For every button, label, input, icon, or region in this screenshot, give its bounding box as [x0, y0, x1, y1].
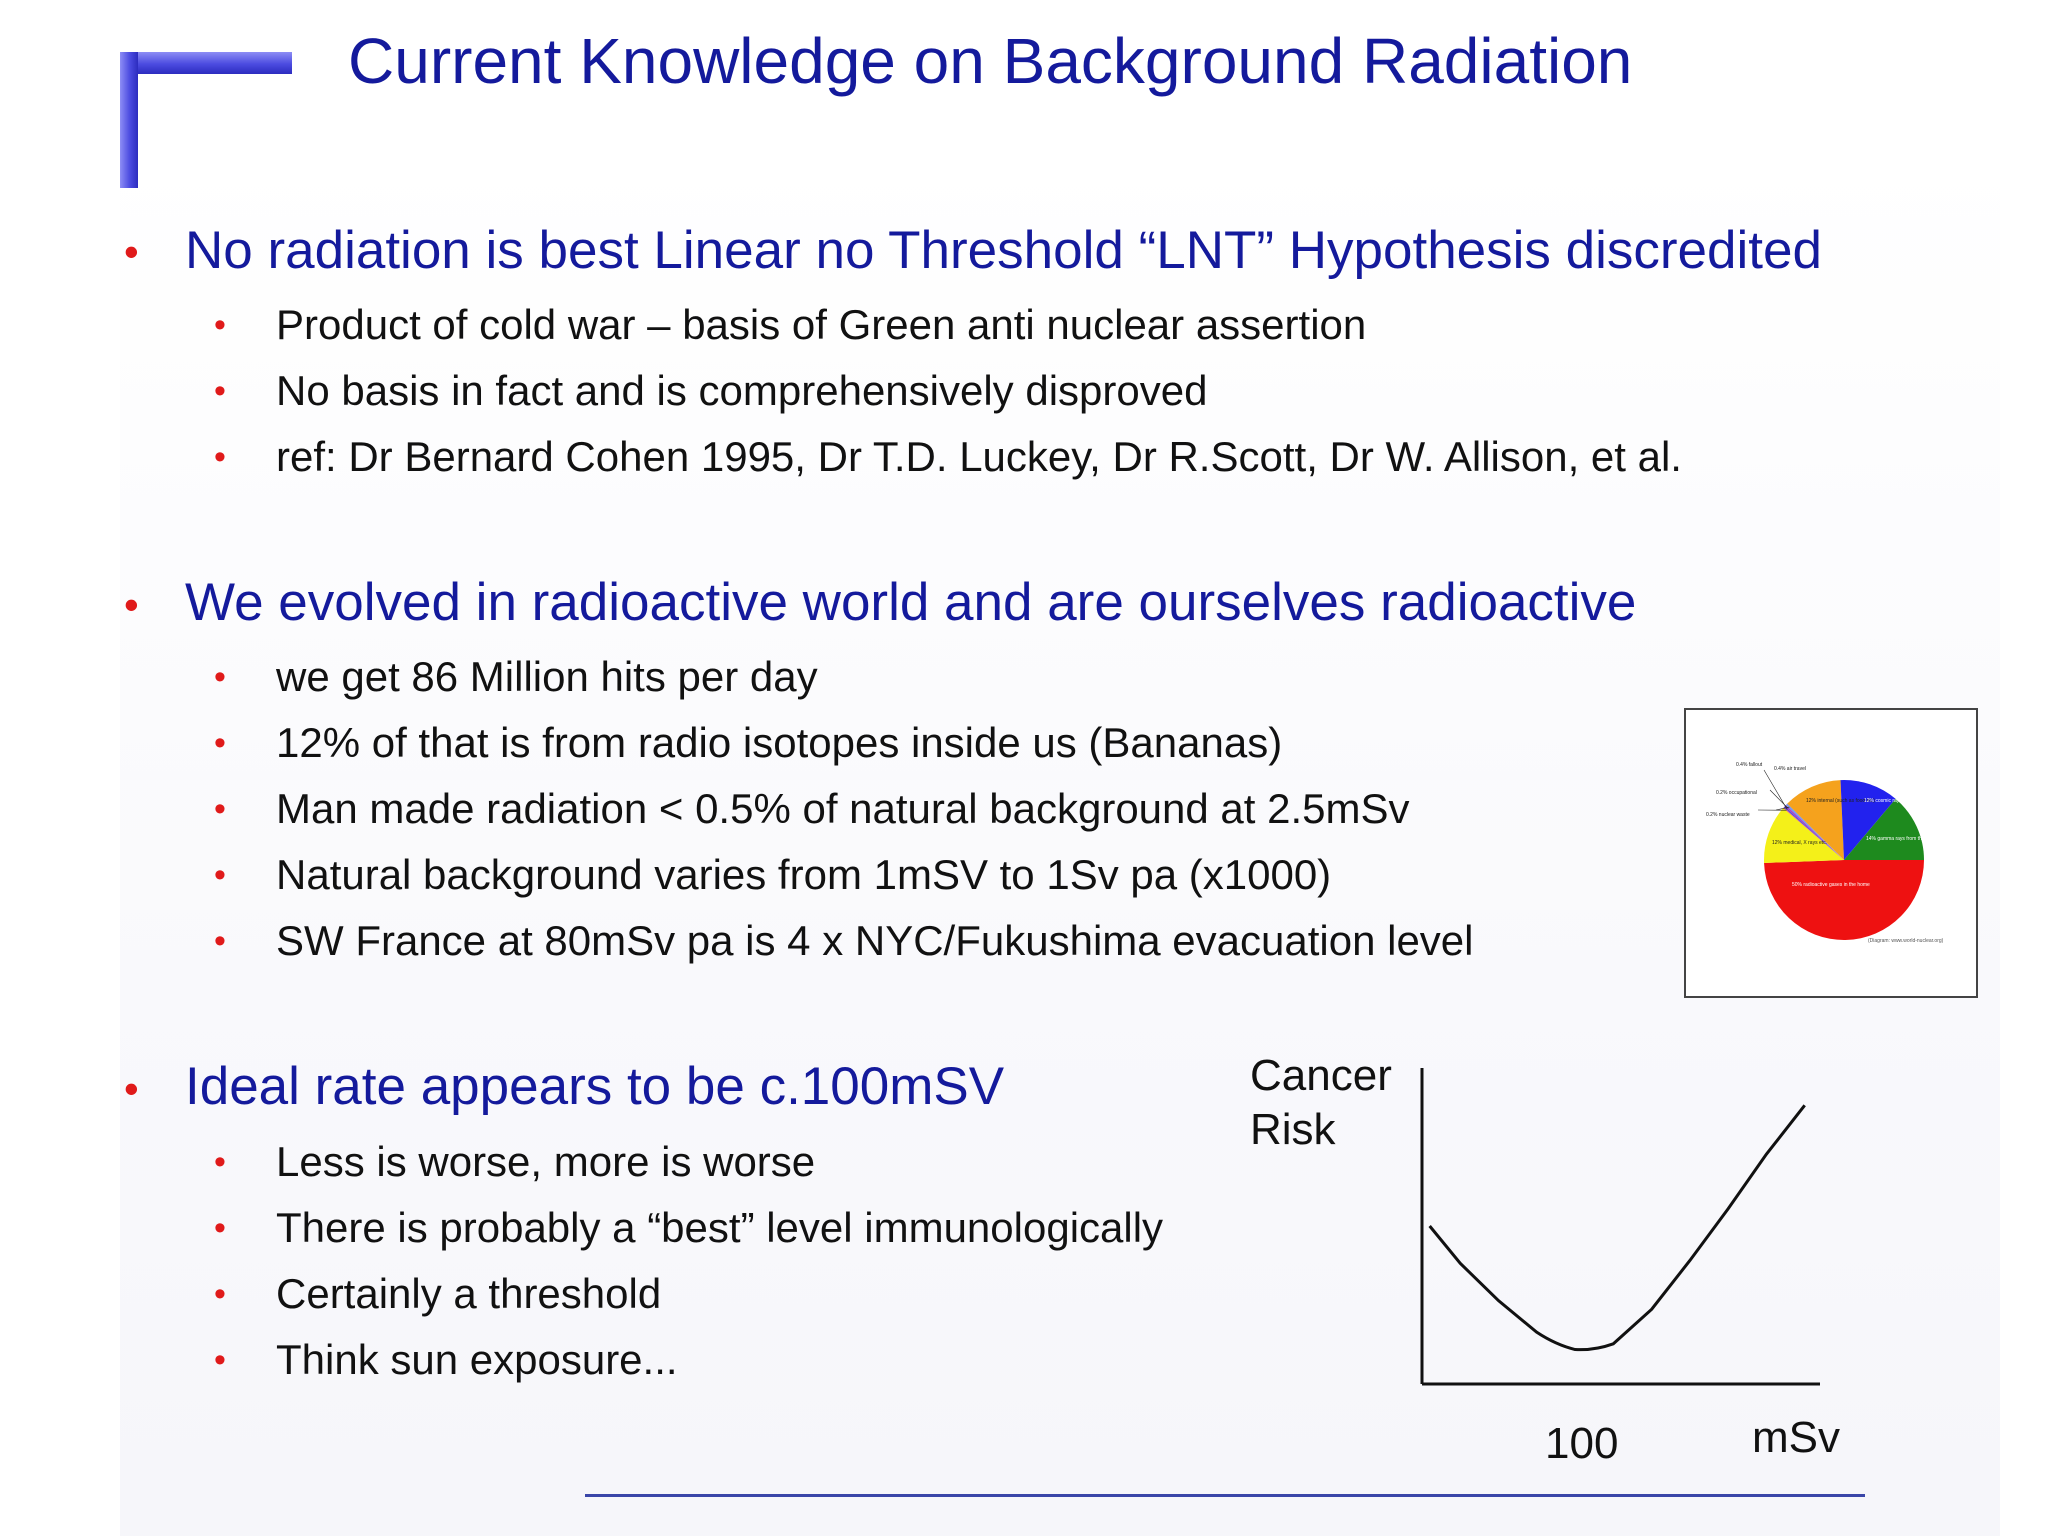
section-heading: No radiation is best Linear no Threshold “LNT” Hypothesis discredited — [185, 221, 1822, 280]
pie-label-gases: 50% radioactive gases in the home — [1792, 882, 1870, 888]
list-item: There is probably a “best” level immunologically — [276, 1204, 1164, 1251]
section-heading: We evolved in radioactive world and are ourselves radioactive — [185, 573, 1637, 632]
list-item: SW France at 80mSv pa is 4 x NYC/Fukushima evacuation level — [276, 917, 1474, 964]
bullet-icon: • — [214, 306, 226, 344]
title-corner-post — [120, 52, 138, 188]
list-item: Natural background varies from 1mSV to 1Sv pa (x1000) — [276, 851, 1332, 898]
bullet-icon: • — [214, 724, 226, 762]
bullet-icon: • — [124, 228, 139, 275]
pie-label-medical: 12% medical, X rays etc. — [1772, 840, 1828, 846]
bullet-icon: • — [214, 438, 226, 476]
pie-label-cosmic: 12% cosmic rays — [1864, 798, 1902, 804]
pie-label-fallout: 0.4% fallout — [1736, 762, 1763, 768]
bullet-icon: • — [214, 790, 226, 828]
list-item: Certainly a threshold — [276, 1270, 662, 1317]
list-item: ref: Dr Bernard Cohen 1995, Dr T.D. Luckey, Dr R.Scott, Dr W. Allison, et al. — [276, 433, 1682, 480]
y-axis-label-line2: Risk — [1250, 1105, 1336, 1154]
pie-chart-figure — [1684, 708, 1978, 998]
list-item: 12% of that is from radio isotopes inside us (Bananas) — [276, 719, 1283, 766]
pie-label-air-travel: 0.4% air travel — [1774, 766, 1806, 772]
pie-label-internal: 12% internal (such as food etc) — [1806, 798, 1875, 804]
pie-label-occupational: 0.2% occupational — [1716, 790, 1757, 796]
bullet-icon: • — [214, 372, 226, 410]
list-item: No basis in fact and is comprehensively disproved — [276, 367, 1208, 414]
bullet-icon: • — [214, 1209, 226, 1247]
bullet-icon: • — [214, 1143, 226, 1181]
section-heading: Ideal rate appears to be c.100mSV — [185, 1057, 1005, 1116]
x-tick-100: 100 — [1545, 1419, 1619, 1468]
y-axis-label-line1: Cancer — [1250, 1051, 1392, 1100]
title-corner-bar — [120, 52, 292, 74]
pie-leader-line — [1770, 790, 1788, 808]
bullet-icon: • — [124, 581, 139, 628]
list-item: Think sun exposure... — [276, 1336, 678, 1383]
pie-label-nuclear-waste: 0.2% nuclear waste — [1706, 812, 1750, 818]
footer-rule — [585, 1494, 1865, 1497]
x-axis-label: mSv — [1752, 1413, 1840, 1462]
list-item: Product of cold war – basis of Green anti nuclear assertion — [276, 301, 1367, 348]
pie-label-gamma: 14% gamma rays from the ground — [1866, 836, 1942, 842]
bullet-icon: • — [214, 856, 226, 894]
bullet-icon: • — [214, 1275, 226, 1313]
list-item: Less is worse, more is worse — [276, 1138, 816, 1185]
pie-source: (Diagram: www.world-nuclear.org) — [1868, 938, 1944, 944]
bullet-icon: • — [214, 1341, 226, 1379]
list-item: we get 86 Million hits per day — [276, 653, 818, 700]
slide-title: Current Knowledge on Background Radiation — [348, 25, 1633, 97]
bullet-icon: • — [124, 1065, 139, 1112]
bullet-icon: • — [214, 658, 226, 696]
list-item: Man made radiation < 0.5% of natural background at 2.5mSv — [276, 785, 1410, 832]
pie-chart — [1686, 710, 1976, 996]
bullet-icon: • — [214, 922, 226, 960]
pie-slice — [1764, 860, 1924, 940]
